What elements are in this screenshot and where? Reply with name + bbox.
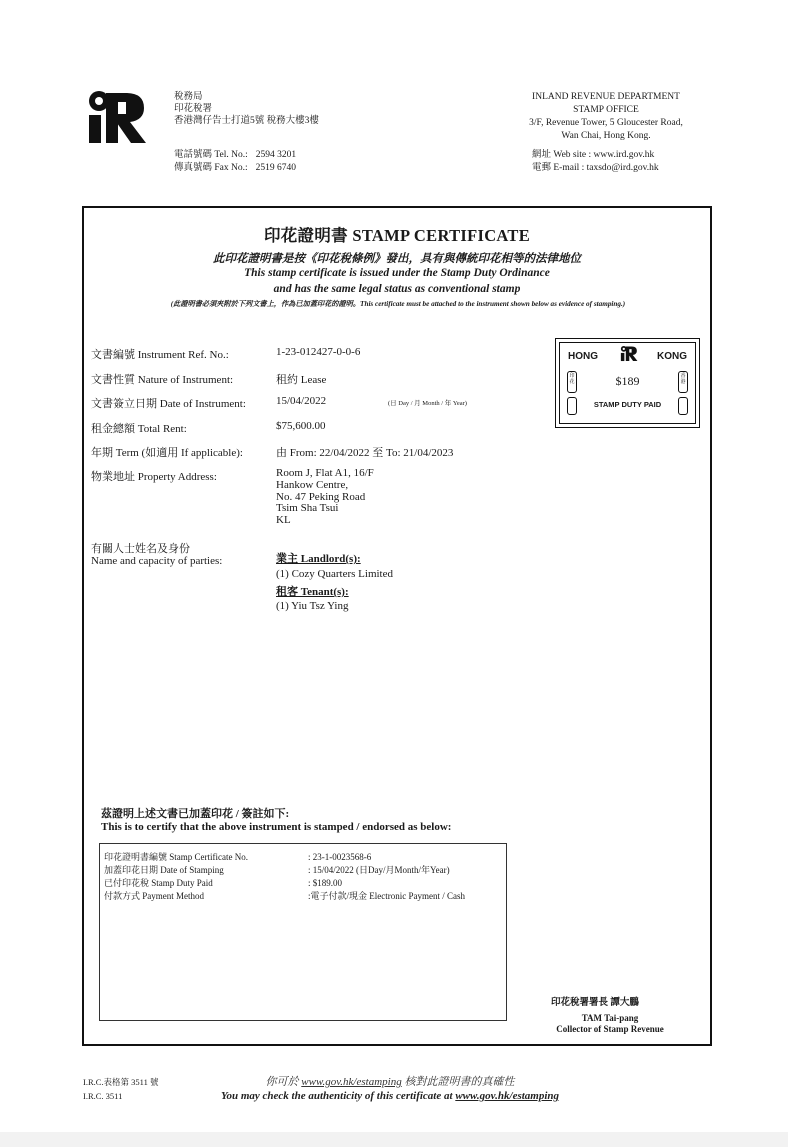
certify-line-en: This is to certify that the above instrument is stamped / endorsed as below:: [101, 821, 452, 833]
stamp-amount: $189: [615, 374, 640, 388]
stamp-ird-logo: [620, 345, 638, 362]
address-label: 物業地址 Property Address:: [91, 471, 217, 483]
landlord-heading: 業主 Landlord(s):: [276, 553, 361, 565]
address-line: KL: [276, 514, 291, 527]
address-line: Room J, Flat A1, 16/F: [276, 467, 374, 479]
ref-value: 1-23-012427-0-0-6: [276, 346, 361, 358]
stamp-word-kong: KONG: [657, 351, 687, 362]
tenant-value: (1) Yiu Tsz Ying: [276, 600, 349, 612]
certificate-subtitle-en: This stamp certificate is issued under the Stamp Duty Ordinance: [244, 267, 550, 279]
verify-text: 核對此證明書的真確性: [401, 1076, 515, 1088]
stamp-side-left: 印花: [567, 371, 577, 393]
collector-name: TAM Tai-pang: [581, 1013, 639, 1023]
parties-label-en: Name and capacity of parties:: [91, 555, 223, 567]
parties-label-cn: 有關人士姓名及身份: [91, 543, 190, 555]
address-line: Tsim Sha Tsui: [276, 502, 339, 515]
nature-value: 租約 Lease: [276, 374, 327, 386]
certificate-title: 印花證明書 STAMP CERTIFICATE: [263, 226, 531, 245]
rent-value: $75,600.00: [276, 420, 326, 432]
collector-title-en: Collector of Stamp Revenue: [556, 1024, 664, 1034]
header-line: 香港灣仔告士打道5號 稅務大樓3樓: [174, 116, 319, 126]
web-label: 網址 Web site :: [532, 150, 592, 160]
stamp-word-hong: HONG: [568, 351, 598, 362]
attach-note: (此證明書必須夾附於下列文書上，作為已加蓋印花的證明。This certificate must be attached to the instrument shown below as evidence of stamping.): [170, 300, 626, 308]
verify-text: You may check the authenticity of this certificate at: [220, 1090, 456, 1102]
parties-label: [91, 543, 222, 567]
ird-logo: [86, 89, 148, 145]
payment-method-label: 付款方式 Payment Method: [104, 891, 204, 901]
email-label: 電郵 E-mail :: [532, 163, 585, 173]
date-label: 文書簽立日期 Date of Instrument:: [91, 398, 246, 410]
header-line: INLAND REVENUE DEPARTMENT: [532, 92, 680, 102]
address-line: Hankow Centre,: [276, 478, 349, 491]
header-contact-right: [532, 149, 659, 175]
stamping-date-value: : 15/04/2022 (日Day/月Month/年Year): [308, 865, 450, 875]
verify-text: 你可於: [265, 1076, 302, 1088]
rent-label: 租金總額 Total Rent:: [91, 423, 187, 435]
certificate-subtitle-en: and has the same legal status as conventional stamp: [273, 283, 521, 295]
term-label: 年期 Term (如適用 If applicable):: [91, 447, 243, 459]
certificate-subtitle-cn: 此印花證明書是按《印花稅條例》發出，具有與傳統印花相等的法律地位: [213, 253, 581, 265]
scan-bottom-edge: [0, 1132, 788, 1147]
property-address: [276, 468, 374, 527]
collector-title-cn: 印花稅署署長 譚大鵬: [551, 998, 639, 1008]
nature-label: 文書性質 Nature of Instrument:: [91, 374, 234, 386]
verify-note-en: [190, 1090, 590, 1102]
header-line: STAMP OFFICE: [573, 105, 639, 115]
email-link[interactable]: taxsdo@ird.gov.hk: [586, 163, 659, 173]
tenant-heading: 租客 Tenant(s):: [276, 586, 349, 598]
duty-paid-label: 已付印花稅 Stamp Duty Paid: [104, 878, 213, 888]
fax-label: 傳真號碼 Fax No.:: [174, 163, 248, 173]
header-line: 3/F, Revenue Tower, 5 Gloucester Road,: [529, 118, 683, 128]
header-line: 印花稅署: [174, 104, 213, 114]
stamping-date-label: 加蓋印花日期 Date of Stamping: [104, 865, 224, 875]
form-number-cn: I.R.C.表格第 3511 號: [83, 1077, 159, 1087]
tel-value: 2594 3201: [255, 150, 297, 160]
term-value: 由 From: 22/04/2022 至 To: 21/04/2023: [276, 447, 454, 459]
header-line: Wan Chai, Hong Kong.: [561, 131, 651, 141]
date-value: 15/04/2022: [276, 395, 327, 407]
cert-no-label: 印花證明書編號 Stamp Certificate No.: [104, 852, 248, 862]
stamp-paid-text: STAMP DUTY PAID: [593, 400, 662, 409]
header-dept-en: [500, 91, 712, 143]
cert-no-value: : 23-1-0023568-6: [308, 852, 372, 862]
ref-label: 文書編號 Instrument Ref. No.:: [91, 349, 229, 361]
verify-note-cn: [190, 1073, 590, 1089]
header-dept-cn: [174, 91, 319, 127]
web-link[interactable]: www.ird.gov.hk: [593, 150, 655, 160]
stamp-side-right: 香港: [678, 371, 688, 393]
landlord-value: (1) Cozy Quarters Limited: [276, 568, 393, 580]
duty-paid-value: : $189.00: [308, 878, 343, 888]
header-line: 稅務局: [174, 92, 203, 102]
estamping-link[interactable]: www.gov.hk/estamping: [301, 1076, 402, 1088]
stamp-inner-border: [559, 342, 696, 424]
header-contact-left: [174, 149, 296, 175]
fax-value: 2519 6740: [255, 163, 297, 173]
form-number-en: I.R.C. 3511: [83, 1091, 123, 1101]
estamping-link[interactable]: www.gov.hk/estamping: [455, 1090, 560, 1102]
stamp-duty-stamp: [555, 338, 700, 428]
payment-method-value: :電子付款/現金 Electronic Payment / Cash: [308, 891, 465, 901]
tel-label: 電話號碼 Tel. No.:: [174, 150, 248, 160]
date-format-note: (日 Day / 月 Month / 年 Year): [388, 400, 467, 407]
certify-line-cn: 茲證明上述文書已加蓋印花 / 簽註如下:: [101, 808, 290, 820]
address-line: No. 47 Peking Road: [276, 490, 366, 503]
